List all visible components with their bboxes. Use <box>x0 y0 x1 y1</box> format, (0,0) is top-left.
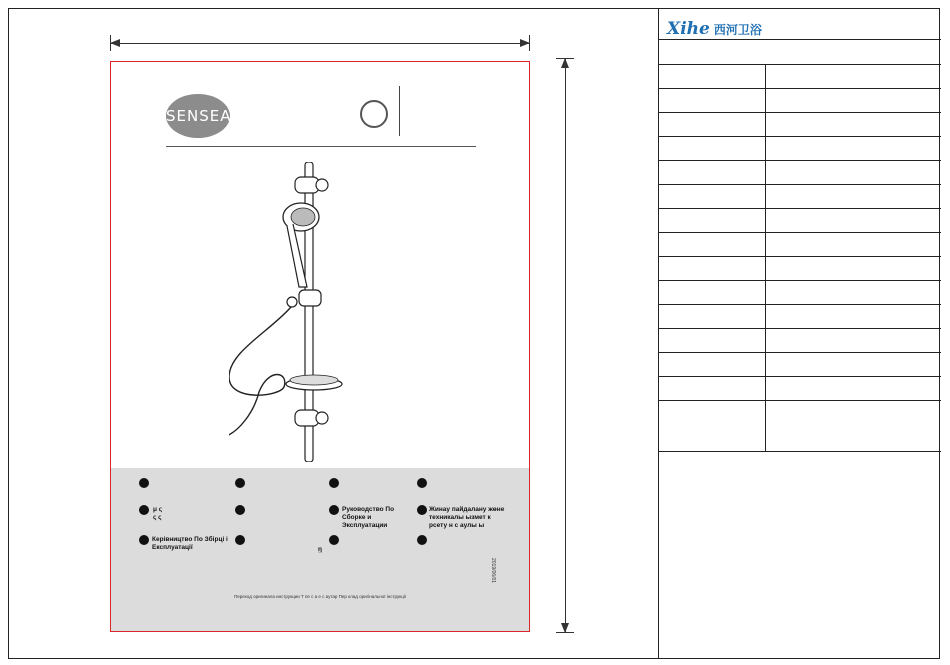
shower-set-illustration <box>229 162 369 462</box>
header-divider <box>399 86 400 136</box>
brand-script: Xihe <box>667 19 710 39</box>
title-block-row <box>659 328 941 329</box>
title-block-row <box>659 280 941 281</box>
brand-chinese: 西河卫浴 <box>713 22 762 37</box>
language-bullet <box>235 535 245 545</box>
title-block-row <box>659 256 941 257</box>
language-bullet <box>139 505 149 515</box>
language-bullet <box>417 505 427 515</box>
language-bullet <box>329 478 339 488</box>
language-bullet <box>235 478 245 488</box>
title-block <box>658 8 940 659</box>
language-bullet <box>417 535 427 545</box>
guarantee-seal-icon <box>360 100 388 128</box>
translation-note: Переход оригинала инструкции Т пе с а е с аутар Пер клад оригінальної інструкції <box>233 594 407 599</box>
title-block-row <box>659 304 941 305</box>
title-block-rule <box>659 64 941 65</box>
document-code: 2019/06/01 <box>490 558 496 584</box>
language-panel <box>111 468 529 631</box>
title-block-row <box>659 160 941 161</box>
language-bullet <box>139 535 149 545</box>
language-title-fragment: ῃ <box>318 546 322 553</box>
title-block-row <box>659 352 941 353</box>
xihe-brand <box>667 18 762 40</box>
title-block-row <box>659 232 941 233</box>
manual-cover-sheet <box>110 61 530 632</box>
title-block-column-divider <box>765 65 766 451</box>
title-block-row <box>659 208 941 209</box>
language-title-russian: Руководство По Сборке и Эксплуатации <box>342 506 395 529</box>
language-title-greek: μ ς ς ς <box>153 506 163 521</box>
language-bullet <box>139 478 149 488</box>
brand-logo <box>166 94 230 138</box>
title-block-row <box>659 184 941 185</box>
language-title-kazakh: Жинау пайдалану жөне техникалы ызмет к рсету н с аулы ы <box>429 506 505 529</box>
title-block-row <box>659 136 941 137</box>
brand-logo-text: SENSEA <box>166 107 232 125</box>
title-block-rule <box>659 451 941 452</box>
language-bullet <box>417 478 427 488</box>
language-bullet <box>235 505 245 515</box>
title-block-rule <box>659 39 941 40</box>
language-bullet <box>329 505 339 515</box>
title-block-row <box>659 88 941 89</box>
title-block-row <box>659 376 941 377</box>
title-block-row <box>659 400 941 401</box>
language-bullet <box>329 535 339 545</box>
title-block-row <box>659 112 941 113</box>
header-rule <box>166 146 476 147</box>
language-title-ukrainian: Керівництво По Збірці і Експлуатації <box>152 536 228 551</box>
